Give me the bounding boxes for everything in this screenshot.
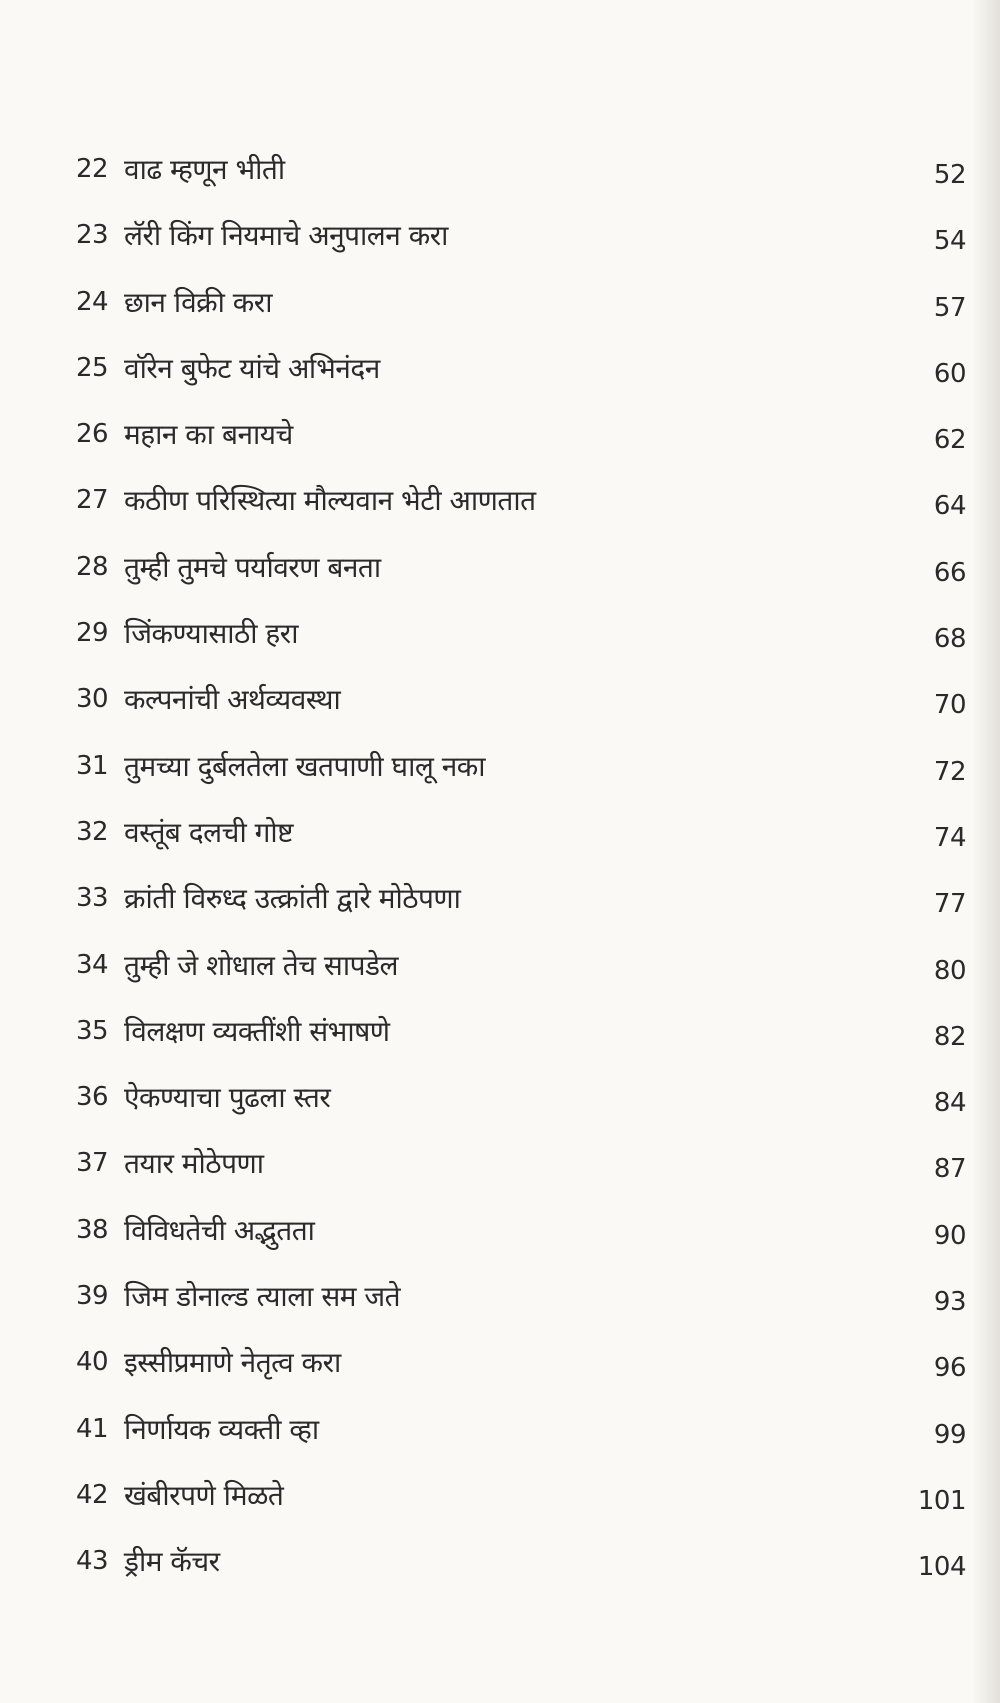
chapter-number: 42 <box>76 1479 109 1510</box>
chapter-title: तुम्ही तुमचे पर्यावरण बनता <box>124 550 381 584</box>
page-number: 66 <box>933 557 966 588</box>
page-number: 54 <box>933 226 966 257</box>
chapter-number: 35 <box>76 1015 109 1046</box>
chapter-number: 25 <box>76 352 109 383</box>
chapter-number: 40 <box>76 1347 109 1378</box>
chapter-number: 26 <box>76 419 109 450</box>
chapter-title: विविधतेची अद्भुतता <box>124 1213 315 1247</box>
chapter-title: कठीण परिस्थित्या मौल्यवान भेटी आणतात <box>124 484 536 518</box>
page-number: 60 <box>933 358 966 389</box>
page-number: 104 <box>917 1552 966 1583</box>
chapter-number: 39 <box>76 1281 109 1312</box>
toc-entry <box>76 1012 972 1078</box>
page-number: 87 <box>933 1154 966 1185</box>
toc-entry <box>76 283 972 349</box>
chapter-title: लॅरी किंग नियमाचे अनुपालन करा <box>124 219 448 253</box>
chapter-number: 27 <box>76 485 109 516</box>
toc-entry <box>76 879 972 945</box>
page-number: 68 <box>933 624 966 655</box>
page-number: 57 <box>933 292 966 323</box>
page-number: 64 <box>933 491 966 522</box>
chapter-number: 28 <box>76 551 109 582</box>
chapter-title: खंबीरपणे मिळते <box>124 1478 284 1512</box>
chapter-title: जिंकण्यासाठी हरा <box>124 617 298 651</box>
toc-entry <box>76 614 972 680</box>
chapter-title: तयार मोठेपणा <box>124 1147 264 1181</box>
page-number: 101 <box>917 1485 966 1516</box>
page-number: 99 <box>933 1419 966 1450</box>
chapter-title: विलक्षण व्यक्तींशी संभाषणे <box>124 1014 390 1048</box>
chapter-number: 24 <box>76 286 109 317</box>
chapter-number: 43 <box>76 1546 109 1577</box>
toc-entry <box>76 216 972 282</box>
toc-entry <box>76 1277 972 1343</box>
table-of-contents <box>76 150 972 1609</box>
chapter-number: 36 <box>76 1082 109 1113</box>
chapter-title: छान विक्री करा <box>124 285 273 319</box>
toc-entry <box>76 481 972 547</box>
toc-entry <box>76 548 972 614</box>
chapter-title: क्रांती विरुध्द उत्क्रांती द्वारे मोठेपणा <box>124 882 461 916</box>
chapter-title: निर्णायक व्यक्ती व्हा <box>124 1412 319 1446</box>
chapter-number: 29 <box>76 618 109 649</box>
chapter-title: तुमच्या दुर्बलतेला खतपाणी घालू नका <box>124 749 486 783</box>
toc-entry <box>76 1343 972 1409</box>
chapter-number: 41 <box>76 1413 109 1444</box>
chapter-title: ऐकण्याचा पुढला स्तर <box>124 1081 331 1115</box>
page-number: 70 <box>933 690 966 721</box>
toc-entry <box>76 1542 972 1608</box>
page-number: 52 <box>933 160 966 190</box>
toc-entry <box>76 1078 972 1144</box>
page-number: 96 <box>933 1353 966 1384</box>
chapter-number: 38 <box>76 1214 109 1245</box>
chapter-title: वॉरेन बुफेट यांचे अभिनंदन <box>124 351 380 385</box>
chapter-title: तुम्ही जे शोधाल तेच सापडेल <box>124 948 398 982</box>
chapter-title: महान का बनायचे <box>124 418 293 452</box>
chapter-title: ड्रीम कॅचर <box>124 1545 220 1579</box>
toc-entry <box>76 813 972 879</box>
page-number: 84 <box>933 1088 966 1119</box>
chapter-title: वस्तूंब दलची गोष्ट <box>124 815 293 849</box>
chapter-title: इस्सीप्रमाणे नेतृत्व करा <box>124 1346 341 1380</box>
chapter-title: वाढ म्हणून भीती <box>124 153 285 186</box>
toc-entry <box>76 1410 972 1476</box>
chapter-number: 30 <box>76 684 109 715</box>
page-number: 72 <box>933 756 966 787</box>
toc-entry <box>76 415 972 481</box>
toc-entry <box>76 946 972 1012</box>
toc-entry <box>76 1211 972 1277</box>
chapter-title: जिम डोनाल्ड त्याला सम जते <box>124 1280 401 1314</box>
chapter-number: 33 <box>76 883 109 914</box>
chapter-number: 22 <box>76 154 109 184</box>
toc-entry <box>76 680 972 746</box>
toc-entry <box>76 150 972 216</box>
page-number: 90 <box>933 1220 966 1251</box>
toc-entry <box>76 747 972 813</box>
page-number: 80 <box>933 955 966 986</box>
chapter-number: 31 <box>76 750 109 781</box>
chapter-number: 32 <box>76 816 109 847</box>
chapter-number: 34 <box>76 949 109 980</box>
page-number: 62 <box>933 425 966 456</box>
chapter-number: 23 <box>76 220 109 251</box>
page-number: 77 <box>933 889 966 920</box>
page-number: 93 <box>933 1287 966 1318</box>
chapter-title: कल्पनांची अर्थव्यवस्था <box>124 683 341 717</box>
page-number: 82 <box>933 1021 966 1052</box>
toc-entry <box>76 1476 972 1542</box>
toc-entry <box>76 1144 972 1210</box>
page-number: 74 <box>933 822 966 853</box>
chapter-number: 37 <box>76 1148 109 1179</box>
toc-entry <box>76 349 972 415</box>
